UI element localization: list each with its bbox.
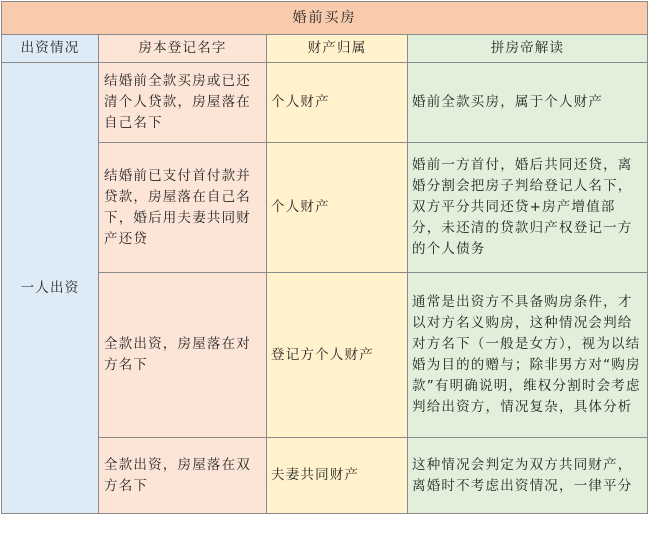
ownership-cell: 个人财产 xyxy=(267,63,408,143)
property-ownership-table xyxy=(1,1,648,514)
property-table-sheet xyxy=(1,1,647,539)
registration-cell: 全款出资，房屋落在双方名下 xyxy=(99,438,267,514)
interpretation-cell: 通常是出资方不具备购房条件，才以对方名义购房，这种情况会判给对方名下（一般是女方），视为以结婚为目的的赠与；除非男方对“购房款”有明确说明，维权分割时会考虑判给出资方，情况复杂，具体分析 xyxy=(408,273,648,438)
header-funding: 出资情况 xyxy=(2,35,99,63)
header-interpretation: 拼房帝解读 xyxy=(408,35,648,63)
header-registration: 房本登记名字 xyxy=(99,35,267,63)
registration-cell: 全款出资，房屋落在对方名下 xyxy=(99,273,267,438)
registration-cell: 结婚前已支付首付款并贷款，房屋落在自己名下，婚后用夫妻共同财产还贷 xyxy=(99,143,267,273)
ownership-cell: 登记方个人财产 xyxy=(267,273,408,438)
registration-cell: 结婚前全款买房或已还清个人贷款，房屋落在自己名下 xyxy=(99,63,267,143)
table-row xyxy=(2,63,648,143)
table-row xyxy=(2,438,648,514)
interpretation-cell: 婚前全款买房，属于个人财产 xyxy=(408,63,648,143)
table-row xyxy=(2,143,648,273)
header-ownership: 财产归属 xyxy=(267,35,408,63)
ownership-cell: 个人财产 xyxy=(267,143,408,273)
ownership-cell: 夫妻共同财产 xyxy=(267,438,408,514)
table-row xyxy=(2,273,648,438)
interpretation-cell: 婚前一方首付，婚后共同还贷，离婚分割会把房子判给登记人名下，双方平分共同还贷+房产增值部分，未还清的贷款归产权登记一方的个人债务 xyxy=(408,143,648,273)
interpretation-cell: 这种情况会判定为双方共同财产，离婚时不考虑出资情况，一律平分 xyxy=(408,438,648,514)
table-title: 婚前买房 xyxy=(2,2,648,35)
group-label-cell: 一人出资 xyxy=(2,63,99,514)
